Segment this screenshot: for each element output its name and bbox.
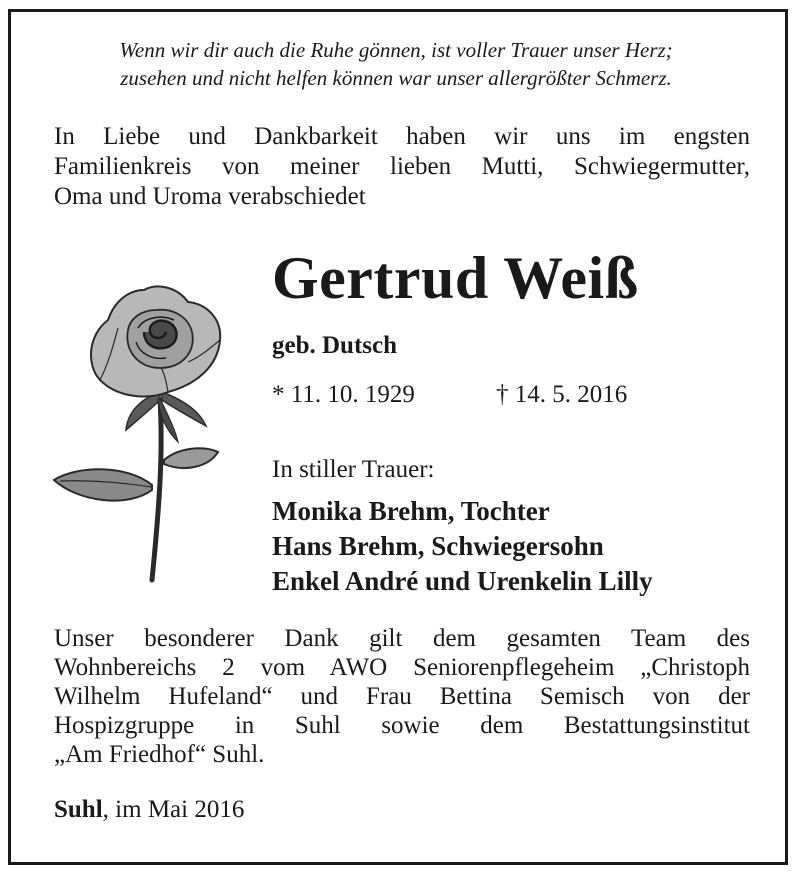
motto-verse [40, 36, 752, 92]
rose-icon [48, 280, 248, 590]
mourner-item: Monika Brehm, Tochter [272, 496, 550, 526]
intro-paragraph [54, 122, 750, 212]
signoff [54, 796, 244, 824]
motto-line-1: Wenn wir dir auch die Ruhe gönnen, ist voller Trauer unser Herz; [119, 38, 673, 62]
signoff-place: Suhl [54, 796, 103, 823]
mourners-list [272, 494, 653, 599]
thanks-line-3: Wilhelm Hufeland“ und Frau Bettina Semisch von der [54, 683, 750, 710]
intro-line-3: Oma und Uroma verabschiedet [54, 183, 366, 210]
thanks-line-4: Hospizgruppe in Suhl sowie dem Bestattungsinstitut [54, 712, 750, 739]
thanks-line-1: Unser besonderer Dank gilt dem gesamten Team des [54, 625, 750, 652]
mourning-label: In stiller Trauer: [272, 456, 435, 483]
maiden-name: geb. Dutsch [272, 332, 398, 359]
thanks-line-5: „Am Friedhof“ Suhl. [54, 741, 265, 768]
mourner-item: Enkel André und Urenkelin Lilly [272, 566, 653, 596]
motto-line-2: zusehen und nicht helfen können war unser allergrößter Schmerz. [120, 66, 672, 90]
intro-line-1: In Liebe und Dankbarkeit haben wir uns im engsten [54, 123, 750, 150]
life-dates [272, 381, 628, 409]
signoff-date: , im Mai 2016 [102, 796, 245, 823]
intro-line-2: Familienkreis von meiner lieben Mutti, Schwiegermutter, [54, 153, 750, 180]
mourner-item: Hans Brehm, Schwiegersohn [272, 531, 604, 561]
death-date: † 14. 5. 2016 [496, 381, 628, 408]
birth-date: * 11. 10. 1929 [272, 381, 415, 408]
thanks-line-2: Wohnbereichs 2 vom AWO Seniorenpflegeheim „Christoph [54, 654, 750, 681]
thanks-paragraph [54, 624, 750, 769]
deceased-name: Gertrud Weiß [272, 245, 639, 311]
